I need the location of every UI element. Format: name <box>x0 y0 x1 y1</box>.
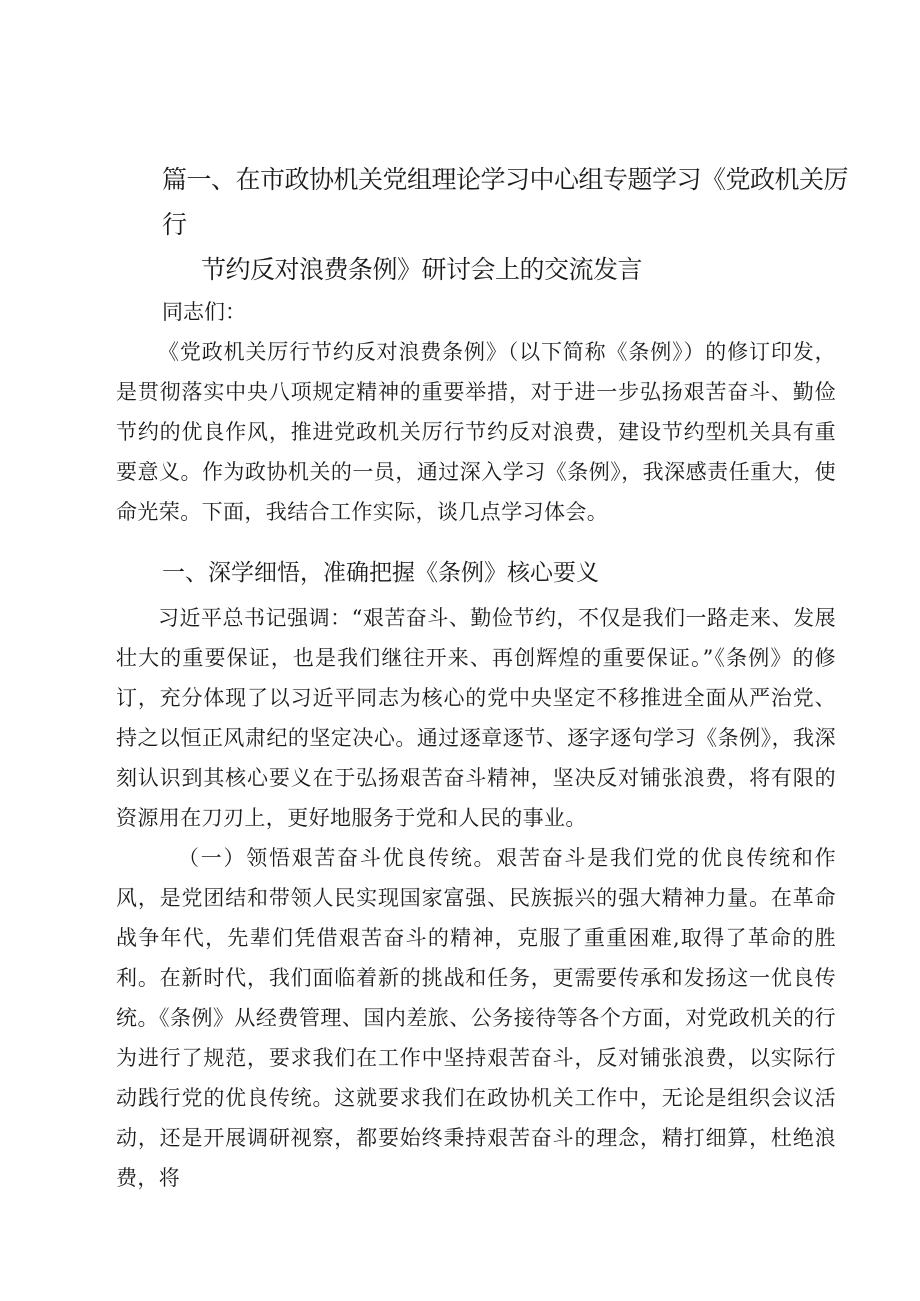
paragraph-subsection-1: （一）领悟艰苦奋斗优良传统。艰苦奋斗是我们党的优良传统和作风，是党团结和带领人民实现国家富强、民族振兴的强大精神力量。在革命战争年代，先辈们凭借艰苦奋斗的精神，克服了重重困难,取得了革命的胜利。在新时代，我们面临着新的挑战和任务，更需要传承和发扬这一优良传统。《条例》从经费管理、国内差旅、公务接待等各个方面，对党政机关的行为进行了规范，要求我们在工作中坚持艰苦奋斗，反对铺张浪费，以实际行动践行党的优良传统。这就要求我们在政协机关工作中，无论是组织会议活动，还是开展调研视察，都要始终秉持艰苦奋斗的理念，精打细算，杜绝浪费，将 <box>116 846 836 1190</box>
document-title <box>162 157 852 292</box>
title-line-2: 节约反对浪费条例》研讨会上的交流发言 <box>201 255 643 284</box>
paragraph-section1-intro: 习近平总书记强调：“艰苦奋斗、勤俭节约，不仅是我们一路走来、发展壮大的重要保证，也是我们继往开来、再创辉煌的重要保证。”《条例》的修订，充分体现了以习近平同志为核心的党中央坚定不移推进全面从严治党、持之以恒正风肃纪的坚定决心。通过逐章逐节、逐字逐句学习《条例》，我深刻认识到其核心要义在于弘扬艰苦奋斗精神，坚决反对铺张浪费，将有限的资源用在刀刃上，更好地服务于党和人民的事业。 <box>116 606 836 830</box>
title-line-1: 篇一、在市政协机关党组理论学习中心组专题学习《党政机关厉行 <box>162 165 849 239</box>
salutation: 同志们： <box>162 300 246 324</box>
section-heading-1: 一、深学细悟，准确把握《条例》核心要义 <box>162 560 599 586</box>
paragraph-intro: 《党政机关厉行节约反对浪费条例》（以下简称《条例》）的修订印发，是贯彻落实中央八项规定精神的重要举措，对于进一步弘扬艰苦奋斗、勤俭节约的优良作风，推进党政机关厉行节约反对浪费，建设节约型机关具有重要意义。作为政协机关的一员，通过深入学习《条例》，我深感责任重大，使命光荣。下面，我结合工作实际，谈几点学习体会。 <box>116 340 836 524</box>
